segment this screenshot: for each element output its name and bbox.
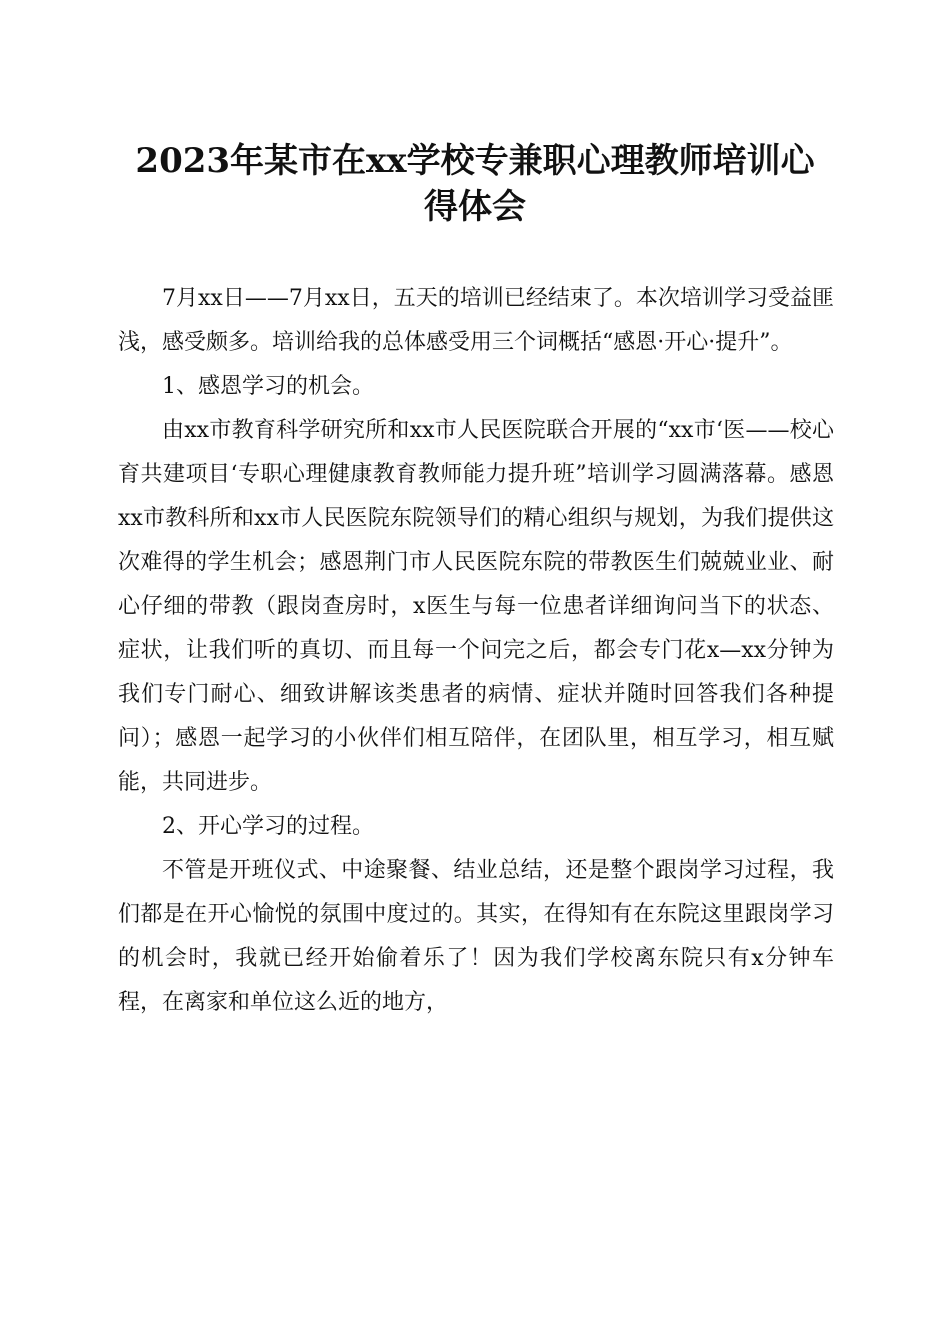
- title-line-2: 得体会: [424, 187, 526, 227]
- document-title: [100, 138, 850, 230]
- paragraph-intro: 7月xx日——7月xx日，五天的培训已经结束了。本次培训学习受益匪浅，感受颇多。培训给我的总体感受用三个词概括“感恩·开心·提升”。: [118, 286, 834, 355]
- title-line-1: 2023年某市在xx学校专兼职心理教师培训心: [135, 141, 815, 181]
- section-heading-1: 1、感恩学习的机会。: [162, 374, 374, 399]
- section-heading-2: 2、开心学习的过程。: [162, 814, 374, 839]
- paragraph-happy-learning: 不管是开班仪式、中途聚餐、结业总结，还是整个跟岗学习过程，我们都是在开心愉悦的氛围中度过的。其实，在得知有在东院这里跟岗学习的机会时，我就已经开始偷着乐了！因为我们学校离东院只有x分钟车程，在离家和单位这么近的地方，: [118, 858, 834, 1015]
- document-body: [118, 277, 834, 1025]
- paragraph-gratitude: 由xx市教育科学研究所和xx市人民医院联合开展的“xx市‘医——校心育共建项目‘专职心理健康教育教师能力提升班”培训学习圆满落幕。感恩xx市教科所和xx市人民医院东院领导们的精心组织与规划，为我们提供这次难得的学生机会；感恩荆门市人民医院东院的带教医生们兢兢业业、耐心仔细的带教（跟岗查房时，x医生与每一位患者详细询问当下的状态、症状，让我们听的真切、而且每一个问完之后，都会专门花x—xx分钟为我们专门耐心、细致讲解该类患者的病情、症状并随时回答我们各种提问）；感恩一起学习的小伙伴们相互陪伴，在团队里，相互学习，相互赋能，共同进步。: [118, 418, 834, 795]
